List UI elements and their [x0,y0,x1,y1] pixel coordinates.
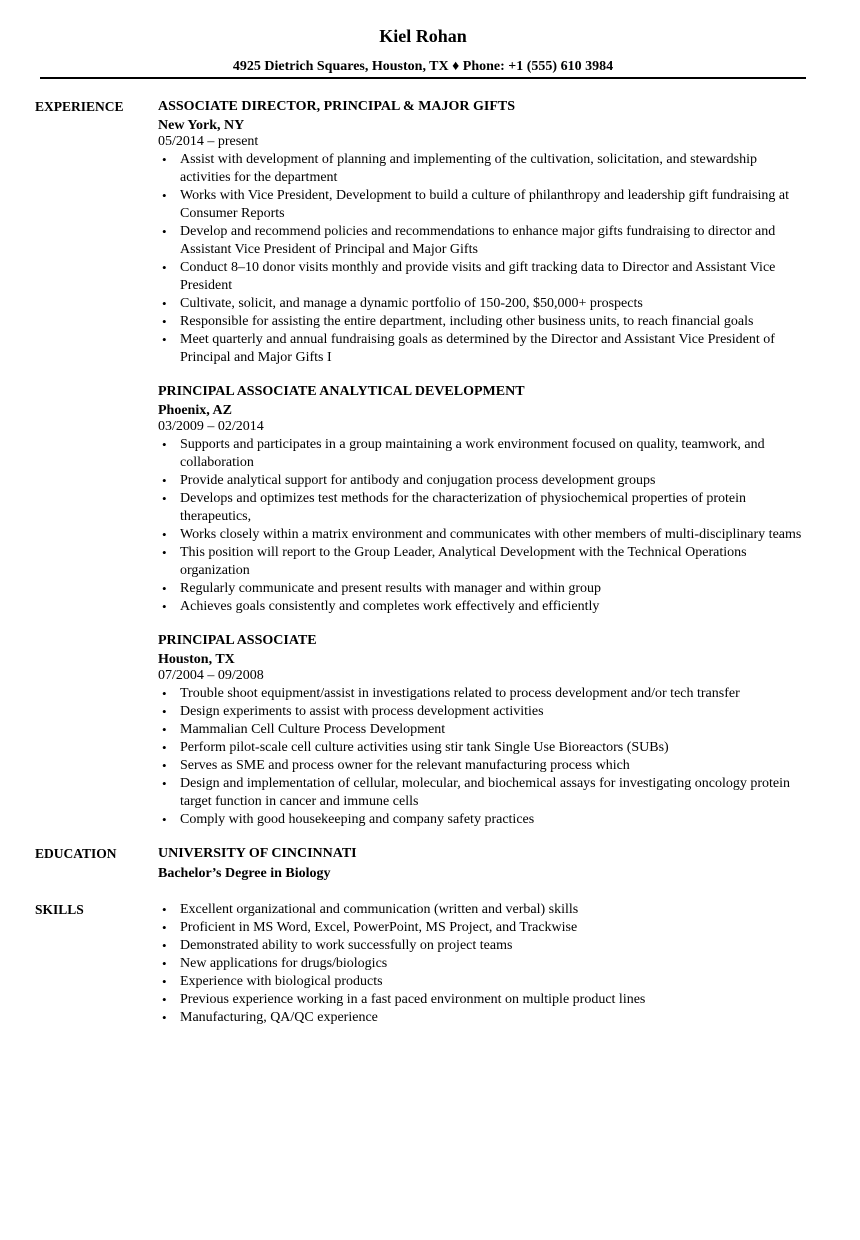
job-duties [158,685,808,829]
bullet-icon: • [162,704,167,719]
skill-item [158,1009,808,1027]
bullet-icon: • [162,473,167,488]
bullet-icon: • [162,992,167,1007]
duty-item [158,526,808,544]
experience-heading: EXPERIENCE [35,99,124,114]
bullet-icon: • [162,902,167,917]
job-title: PRINCIPAL ASSOCIATE ANALYTICAL DEVELOPMENT [158,384,525,399]
duty-text: Mammalian Cell Culture Process Development [180,722,446,737]
bullet-icon: • [162,224,167,239]
duty-text: Design experiments to assist with process development activities [180,704,544,719]
skill-item [158,901,808,919]
duty-item [158,295,808,313]
bullet-icon: • [162,956,167,971]
duty-item [158,598,808,616]
duty-text: Design and implementation of cellular, molecular, and biochemical assays for investigating oncology protein target function in cancer and immune cells [180,776,791,809]
duty-text: Works with Vice President, Development to build a culture of philanthropy and leadership gift fundraising at Consumer Reports [180,188,789,221]
skill-text: Proficient in MS Word, Excel, PowerPoint, MS Project, and Trackwise [180,920,578,935]
skills-heading: SKILLS [35,902,84,917]
duty-item [158,472,808,490]
job-duties [158,436,808,616]
job-dates: 05/2014 – present [158,134,259,149]
job-location: Phoenix, AZ [158,403,232,418]
bullet-icon: • [162,974,167,989]
duty-text: Cultivate, solicit, and manage a dynamic portfolio of 150-200, $50,000+ prospects [180,296,643,311]
bullet-icon: • [162,527,167,542]
bullet-icon: • [162,686,167,701]
skills-section [0,901,860,1027]
bullet-icon: • [162,437,167,452]
duty-item [158,685,808,703]
duty-text: Regularly communicate and present results with manager and within group [180,581,602,596]
bullet-icon: • [162,545,167,560]
job-title: ASSOCIATE DIRECTOR, PRINCIPAL & MAJOR GIFTS [158,99,516,114]
job-dates: 03/2009 – 02/2014 [158,419,264,434]
duty-item [158,223,808,259]
duty-item [158,151,808,187]
bullet-icon: • [162,758,167,773]
degree-name: Bachelor’s Degree in Biology [158,866,331,881]
job-location: New York, NY [158,118,245,133]
education-body [158,845,808,883]
bullet-icon: • [162,314,167,329]
job-duties [158,151,808,367]
bullet-icon: • [162,1010,167,1025]
duty-text: Provide analytical support for antibody and conjugation process development groups [180,473,656,488]
duty-item [158,331,808,367]
duty-text: Serves as SME and process owner for the relevant manufacturing process which [180,758,630,773]
job-entry [158,98,808,367]
job-entry [158,632,808,829]
duty-item [158,544,808,580]
job-dates: 07/2004 – 09/2008 [158,668,264,683]
duty-text: Supports and participates in a group maintaining a work environment focused on quality, teamwork, and collaboration [180,437,765,470]
duty-text: Trouble shoot equipment/assist in investigations related to process development and/or tech transfer [180,686,740,701]
resume-content [0,98,860,1027]
skill-item [158,955,808,973]
skill-text: Manufacturing, QA/QC experience [180,1010,378,1025]
duty-text: Meet quarterly and annual fundraising goals as determined by the Director and Assistant Vice President of Principal and Major Gifts I [180,332,775,365]
duty-item [158,757,808,775]
skill-text: Previous experience working in a fast paced environment on multiple product lines [180,992,646,1007]
duty-item [158,775,808,811]
skill-text: New applications for drugs/biologics [180,956,388,971]
skill-item [158,973,808,991]
duty-text: Assist with development of planning and implementing of the cultivation, solicitation, and stewardship activities for the department [180,152,758,185]
experience-section [0,98,860,829]
duty-item [158,436,808,472]
duty-item [158,580,808,598]
skill-item [158,991,808,1009]
duty-text: This position will report to the Group Leader, Analytical Development with the Technical Operations organization [180,545,747,578]
duty-item [158,490,808,526]
duty-text: Responsible for assisting the entire department, including other business units, to reach financial goals [180,314,754,329]
bullet-icon: • [162,599,167,614]
education-section [0,845,860,883]
bullet-icon: • [162,296,167,311]
skill-text: Demonstrated ability to work successfully on project teams [180,938,513,953]
duty-item [158,259,808,295]
duty-text: Conduct 8–10 donor visits monthly and provide visits and gift tracking data to Director and Assistant Vice President [180,260,776,293]
duty-text: Perform pilot-scale cell culture activities using stir tank Single Use Bioreactors (SUBs) [180,740,669,755]
bullet-icon: • [162,188,167,203]
duty-text: Achieves goals consistently and completes work effectively and efficiently [180,599,600,614]
duty-item [158,703,808,721]
bullet-icon: • [162,152,167,167]
bullet-icon: • [162,740,167,755]
skill-text: Experience with biological products [180,974,383,989]
duty-item [158,739,808,757]
bullet-icon: • [162,491,167,506]
bullet-icon: • [162,260,167,275]
skill-item [158,937,808,955]
duty-text: Comply with good housekeeping and company safety practices [180,812,535,827]
bullet-icon: • [162,581,167,596]
duty-item [158,313,808,331]
skills-body [158,901,808,1027]
duty-text: Develop and recommend policies and recommendations to enhance major gifts fundraising to director and Assistant Vice President of Principal and Major Gifts [180,224,776,257]
duty-text: Develops and optimizes test methods for the characterization of physiochemical properties of protein therapeutics, [180,491,747,524]
job-location: Houston, TX [158,652,235,667]
duty-item [158,721,808,739]
school-name: UNIVERSITY OF CINCINNATI [158,846,357,861]
duty-item [158,811,808,829]
skills-list [158,901,808,1027]
contact-line: 4925 Dietrich Squares, Houston, TX ♦ Phone: +1 (555) 610 3984 [232,59,614,74]
bullet-icon: • [162,722,167,737]
header-divider [40,77,806,79]
duty-text: Works closely within a matrix environment and communicates with other members of multi-disciplinary teams [180,527,802,542]
education-heading: EDUCATION [35,846,117,861]
experience-list [158,98,808,829]
job-entry [158,383,808,616]
bullet-icon: • [162,332,167,347]
duty-item [158,187,808,223]
candidate-name: Kiel Rohan [379,26,467,46]
bullet-icon: • [162,776,167,791]
bullet-icon: • [162,812,167,827]
bullet-icon: • [162,938,167,953]
skill-text: Excellent organizational and communication (written and verbal) skills [180,902,579,917]
job-title: PRINCIPAL ASSOCIATE [158,633,317,648]
bullet-icon: • [162,920,167,935]
skill-item [158,919,808,937]
